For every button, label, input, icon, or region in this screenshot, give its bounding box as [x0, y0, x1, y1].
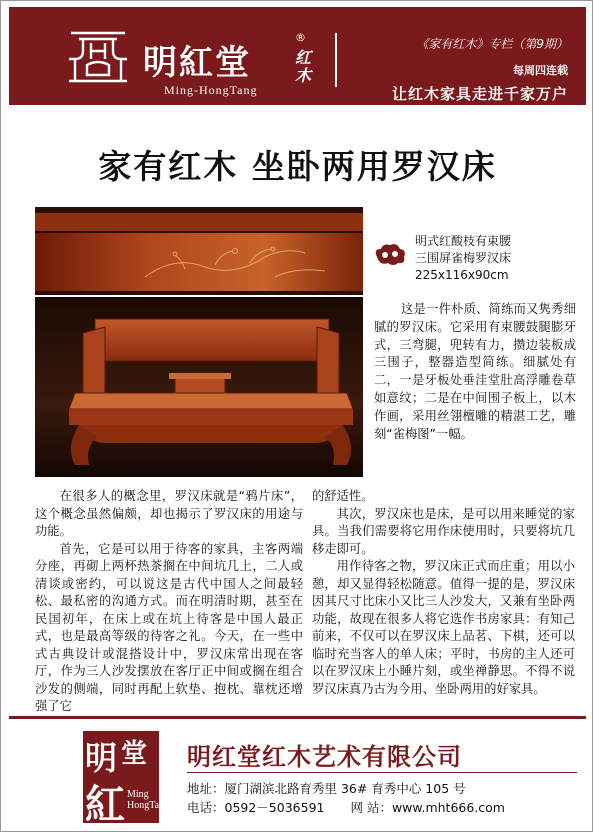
body-paragraph: 其次，罗汉床也是床，是可以用来睡觉的家具。当我们需要将它用作床使用时，只要将坑几移走即可。: [312, 506, 575, 556]
description-paragraph: [374, 301, 576, 443]
company-address: 地址：厦门湖滨北路育秀里 36# 育秀中心 105 号: [187, 781, 466, 796]
masthead-banner: [9, 7, 586, 105]
photo-caption: [415, 233, 511, 284]
brand-name: 明紅堂: [143, 43, 251, 83]
footer-logo: [83, 731, 170, 828]
luohan-bed-photo: [35, 297, 363, 477]
carved-panel-detail-photo: [35, 207, 363, 295]
footer-logo-latin-1: Ming: [127, 789, 149, 800]
header-divider: [335, 33, 337, 87]
header-slogan: 让红木家具走进千家万户: [391, 85, 568, 103]
cloud-ornament-icon: [373, 241, 407, 267]
contact-line: [187, 798, 505, 816]
column-issue-label: 《家有红木》专栏（第9期）: [416, 37, 568, 51]
body-paragraph: 在很多人的概念里，罗汉床就是“鸦片床”，这个概念虽然偏颇，却也揭示了罗汉床的用途与功能。: [35, 489, 303, 538]
brand-latin-name: Ming-HongTang: [164, 83, 258, 97]
company-website: 网 站：www.mht666.com: [350, 800, 505, 815]
company-underline: [187, 772, 577, 773]
footer-logo-latin: [127, 789, 169, 811]
brand-calligraphy-tag: 红木: [295, 48, 312, 85]
footer-logo-latin-2: HongTang: [127, 800, 170, 811]
caption-line-type: 三围屏雀梅罗汉床: [415, 251, 512, 265]
body-paragraph: 的舒适性。: [312, 489, 374, 503]
brand-logo-icon: [65, 29, 131, 85]
caption-line-name: 明式红酸枝有束腰: [415, 234, 512, 248]
company-name: 明红堂红木艺术有限公司: [187, 743, 462, 771]
body-column-right: [312, 488, 575, 698]
article-title: 家有红木 坐卧两用罗汉床: [98, 147, 497, 186]
body-paragraph: 用作待客之物，罗汉床正式而庄重；用以小憩，却又显得轻松随意。值得一提的是，罗汉床因其尺寸比床小又比三人沙发大，又兼有坐卧两功能，故现在很多人将它选作书房家具：有知己前来，不仅可以在罗汉床上品茗、下棋，还可以临时充当客人的单人床；平时，书房的主人还可以在罗汉床上小睡片刻，或坐禅静思。不得不说罗汉床真乃古为今用、坐卧两用的好家具。: [312, 559, 575, 696]
weekly-schedule-label: 每周四连载: [513, 64, 568, 77]
footer-logo-char: 紅: [85, 781, 125, 828]
company-phone: 电话：0592－5036591: [187, 800, 325, 815]
body-column-left: [35, 488, 303, 716]
description-text: 这是一件朴质、简练而又隽秀细腻的罗汉床。它采用有束腰鼓腿膨牙式，三弯腿，兜转有力，攒边装板成三围子，整器造型简练。细腻处有二，一是牙板处垂洼堂肚高浮雕卷草如意纹；二是在中间围子板上，以木作画，采用丝翎檀雕的精湛工艺，雕刻“雀梅图”一幅。: [374, 302, 576, 441]
caption-line-size: 225x116x90cm: [415, 268, 509, 282]
footer-logo-char: 明: [85, 739, 118, 777]
footer-logo-char: 堂: [121, 739, 148, 769]
registered-mark: ®: [295, 31, 306, 44]
footer-divider: [9, 716, 586, 719]
body-paragraph: 首先，它是可以用于待客的家具，主客两端分座，再砌上两杯热茶搁在中间坑几上，二人或清谈或密约，可以说这是古代中国人之间最轻松、最私密的沟通方式。而在明清时期，甚至在民国初年，在床上或在坑上待客是中国人最正式，也是最高等级的待客之礼。今天，在一些中式古典设计或混搭设计中，罗汉床常出现在客厅，作为三人沙发摆放在客厅正中间或搁在组合沙发的侧端，同时再配上软垫、抱枕、靠枕还增强了它: [35, 541, 303, 713]
